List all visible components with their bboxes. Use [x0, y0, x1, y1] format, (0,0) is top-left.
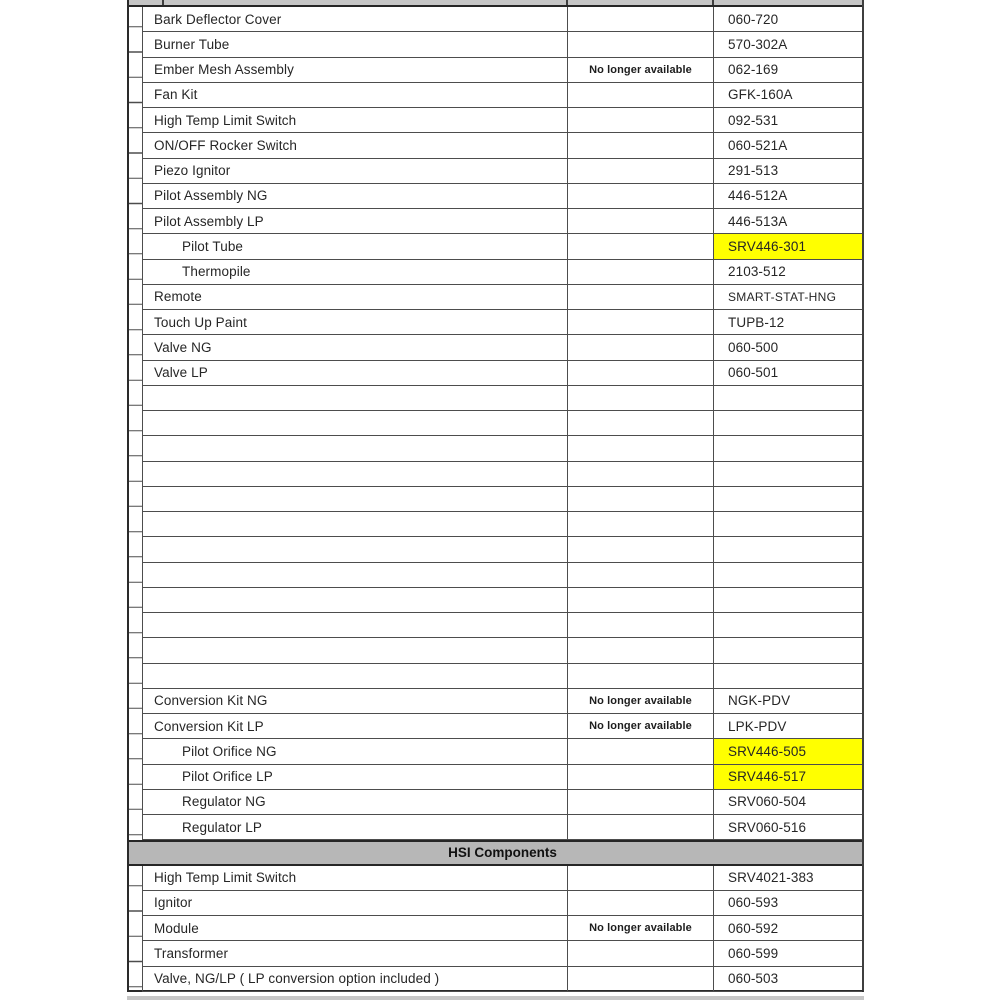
availability-cell [568, 335, 714, 360]
part-name: Pilot Orifice NG [182, 743, 277, 759]
row-index-cell [129, 613, 143, 638]
part-name-cell [143, 58, 568, 83]
part-number-cell [714, 335, 862, 360]
availability-cell [568, 209, 714, 234]
table-row [129, 361, 862, 386]
table-top-partial-band [129, 0, 862, 7]
row-index-cell [129, 159, 143, 184]
row-index-cell [129, 714, 143, 739]
part-name: Pilot Tube [182, 238, 244, 254]
table-row [129, 916, 862, 941]
part-name-cell [143, 714, 568, 739]
availability-note: No longer available [589, 63, 692, 76]
part-number: 060-592 [728, 920, 779, 936]
availability-cell [568, 83, 714, 108]
row-index-cell [129, 184, 143, 209]
row-index-cell [129, 664, 143, 689]
row-index-cell [129, 310, 143, 335]
table-row [129, 563, 862, 588]
part-name: Ignitor [154, 895, 193, 911]
row-index-cell [129, 386, 143, 411]
part-number: 062-169 [728, 62, 779, 78]
availability-cell [568, 613, 714, 638]
part-name-cell [143, 638, 568, 663]
part-name-cell [143, 967, 568, 992]
part-number: SRV060-516 [728, 819, 807, 835]
row-index-cell [129, 32, 143, 57]
part-name: Thermopile [182, 264, 251, 280]
availability-cell [568, 184, 714, 209]
part-name: Pilot Orifice LP [182, 769, 273, 785]
table-row [129, 7, 862, 32]
table-row [129, 133, 862, 158]
part-number-cell [714, 285, 862, 310]
availability-cell [568, 638, 714, 663]
table-bottom-partial-band [127, 996, 864, 1000]
row-index-cell [129, 83, 143, 108]
part-name: Module [154, 920, 199, 936]
part-name-cell [143, 260, 568, 285]
table-row [129, 58, 862, 83]
row-index-cell [129, 335, 143, 360]
table-row [129, 234, 862, 259]
table-row [129, 613, 862, 638]
part-name-cell [143, 891, 568, 916]
table-row [129, 739, 862, 764]
table-row [129, 411, 862, 436]
column-separator-line [566, 0, 568, 5]
part-number-cell [714, 941, 862, 966]
part-number-cell [714, 866, 862, 891]
row-index-cell [129, 588, 143, 613]
availability-cell [568, 159, 714, 184]
part-number-cell [714, 487, 862, 512]
row-index-cell [129, 361, 143, 386]
part-number-cell [714, 209, 862, 234]
table-row [129, 866, 862, 891]
part-name: Conversion Kit LP [154, 718, 264, 734]
row-index-cell [129, 234, 143, 259]
availability-cell [568, 866, 714, 891]
part-name-cell [143, 790, 568, 815]
table-row [129, 664, 862, 689]
availability-cell [568, 765, 714, 790]
part-number-cell [714, 234, 862, 259]
availability-cell [568, 512, 714, 537]
part-number-cell [714, 588, 862, 613]
availability-cell [568, 462, 714, 487]
part-number-cell [714, 58, 862, 83]
part-number: SRV4021-383 [728, 870, 814, 886]
row-index-cell [129, 967, 143, 992]
part-number-cell [714, 32, 862, 57]
part-number: SRV446-301 [728, 238, 807, 254]
part-number: 2103-512 [728, 264, 786, 280]
availability-cell [568, 133, 714, 158]
part-name-cell [143, 941, 568, 966]
row-index-cell [129, 436, 143, 461]
part-name-cell [143, 159, 568, 184]
availability-cell [568, 941, 714, 966]
part-number: 446-513A [728, 213, 788, 229]
part-number-cell [714, 714, 862, 739]
part-name-cell [143, 664, 568, 689]
part-name-cell [143, 739, 568, 764]
part-name: Valve, NG/LP ( LP conversion option included ) [154, 971, 440, 987]
part-name-cell [143, 83, 568, 108]
part-number-cell [714, 512, 862, 537]
part-name-cell [143, 234, 568, 259]
part-number-cell [714, 184, 862, 209]
part-name-cell [143, 411, 568, 436]
part-name-cell [143, 108, 568, 133]
part-number: SRV446-517 [728, 769, 807, 785]
table-row [129, 285, 862, 310]
part-number-cell [714, 664, 862, 689]
part-number-cell [714, 765, 862, 790]
section-header-label: HSI Components [448, 845, 557, 861]
table-row [129, 714, 862, 739]
availability-cell [568, 234, 714, 259]
part-number: 446-512A [728, 188, 788, 204]
part-number: NGK-PDV [728, 693, 791, 709]
table-row [129, 689, 862, 714]
table-row [129, 310, 862, 335]
part-name: Pilot Assembly LP [154, 213, 264, 229]
part-number: 060-599 [728, 945, 779, 961]
part-name-cell [143, 689, 568, 714]
part-name-cell [143, 916, 568, 941]
row-index-cell [129, 765, 143, 790]
part-name-cell [143, 184, 568, 209]
availability-cell [568, 32, 714, 57]
table-row [129, 790, 862, 815]
availability-cell [568, 537, 714, 562]
part-number: 060-593 [728, 895, 779, 911]
part-name-cell [143, 815, 568, 840]
table-row [129, 765, 862, 790]
availability-cell [568, 739, 714, 764]
part-number-cell [714, 815, 862, 840]
part-name-cell [143, 537, 568, 562]
part-name: Pilot Assembly NG [154, 188, 268, 204]
part-number-cell [714, 108, 862, 133]
row-index-cell [129, 689, 143, 714]
availability-note: No longer available [589, 694, 692, 707]
part-number-cell [714, 260, 862, 285]
row-index-cell [129, 285, 143, 310]
part-number: 092-531 [728, 112, 779, 128]
row-index-cell [129, 638, 143, 663]
table-row [129, 32, 862, 57]
availability-cell [568, 487, 714, 512]
section-header-row [129, 840, 862, 865]
part-name-cell [143, 7, 568, 32]
part-name: Regulator NG [182, 794, 266, 810]
row-index-cell [129, 739, 143, 764]
row-index-cell [129, 537, 143, 562]
table-row [129, 184, 862, 209]
availability-note: No longer available [589, 922, 692, 935]
row-index-cell [129, 790, 143, 815]
table-row [129, 462, 862, 487]
part-number: SMART-STAT-HNG [728, 289, 837, 304]
part-name-cell [143, 866, 568, 891]
part-name-cell [143, 285, 568, 310]
availability-cell [568, 563, 714, 588]
part-name-cell [143, 32, 568, 57]
availability-cell [568, 664, 714, 689]
availability-cell [568, 436, 714, 461]
part-name-cell [143, 386, 568, 411]
part-name: Bark Deflector Cover [154, 11, 282, 27]
part-number-cell [714, 739, 862, 764]
part-name: Piezo Ignitor [154, 163, 231, 179]
table-row [129, 891, 862, 916]
row-index-cell [129, 941, 143, 966]
part-number: TUPB-12 [728, 314, 785, 330]
availability-cell [568, 588, 714, 613]
part-name: High Temp Limit Switch [154, 870, 297, 886]
part-name: Remote [154, 289, 202, 305]
availability-cell [568, 285, 714, 310]
row-index-cell [129, 891, 143, 916]
row-index-cell [129, 7, 143, 32]
parts-table [127, 0, 864, 992]
availability-cell [568, 790, 714, 815]
table-row [129, 588, 862, 613]
part-number-cell [714, 891, 862, 916]
part-number: GFK-160A [728, 87, 793, 103]
availability-cell [568, 916, 714, 941]
part-name-cell [143, 335, 568, 360]
availability-note: No longer available [589, 720, 692, 733]
part-number-cell [714, 563, 862, 588]
table-row [129, 537, 862, 562]
availability-cell [568, 260, 714, 285]
availability-cell [568, 386, 714, 411]
part-name-cell [143, 765, 568, 790]
part-name: Valve LP [154, 365, 208, 381]
availability-cell [568, 689, 714, 714]
row-index-cell [129, 108, 143, 133]
availability-cell [568, 58, 714, 83]
table-row [129, 512, 862, 537]
part-name-cell [143, 462, 568, 487]
part-name-cell [143, 512, 568, 537]
column-separator-line [712, 0, 714, 5]
availability-cell [568, 361, 714, 386]
part-name: High Temp Limit Switch [154, 112, 297, 128]
part-number-cell [714, 916, 862, 941]
row-index-cell [129, 58, 143, 83]
row-index-cell [129, 260, 143, 285]
part-number-cell [714, 386, 862, 411]
column-separator-line [162, 0, 164, 5]
row-index-cell [129, 916, 143, 941]
availability-cell [568, 815, 714, 840]
table-row [129, 941, 862, 966]
availability-cell [568, 891, 714, 916]
part-name-cell [143, 361, 568, 386]
table-row [129, 209, 862, 234]
availability-cell [568, 967, 714, 992]
part-name: Fan Kit [154, 87, 198, 103]
row-index-cell [129, 133, 143, 158]
part-number: 570-302A [728, 36, 788, 52]
part-number-cell [714, 790, 862, 815]
part-name-cell [143, 133, 568, 158]
part-number-cell [714, 83, 862, 108]
part-number-cell [714, 689, 862, 714]
part-name: Burner Tube [154, 36, 230, 52]
part-number: SRV060-504 [728, 794, 807, 810]
table-row [129, 83, 862, 108]
row-index-cell [129, 209, 143, 234]
part-number-cell [714, 411, 862, 436]
part-name: Conversion Kit NG [154, 693, 268, 709]
part-number: 060-501 [728, 365, 779, 381]
part-name-cell [143, 563, 568, 588]
table-row [129, 967, 862, 992]
row-index-cell [129, 866, 143, 891]
table-row [129, 260, 862, 285]
part-number-cell [714, 462, 862, 487]
part-number-cell [714, 7, 862, 32]
part-name-cell [143, 588, 568, 613]
part-number-cell [714, 638, 862, 663]
row-index-cell [129, 512, 143, 537]
part-name: Regulator LP [182, 819, 262, 835]
table-row [129, 815, 862, 840]
part-name-cell [143, 209, 568, 234]
part-name: Touch Up Paint [154, 314, 247, 330]
table-row [129, 487, 862, 512]
part-number-cell [714, 361, 862, 386]
part-number: 060-503 [728, 971, 779, 987]
part-name: Valve NG [154, 339, 212, 355]
row-index-cell [129, 411, 143, 436]
part-name: Transformer [154, 945, 229, 961]
part-name: Ember Mesh Assembly [154, 62, 294, 78]
part-name-cell [143, 613, 568, 638]
part-name-cell [143, 310, 568, 335]
part-number: 291-513 [728, 163, 779, 179]
part-number-cell [714, 967, 862, 992]
part-number: 060-521A [728, 137, 788, 153]
part-number: LPK-PDV [728, 718, 787, 734]
part-number-cell [714, 133, 862, 158]
table-row [129, 638, 862, 663]
part-number-cell [714, 436, 862, 461]
part-name-cell [143, 436, 568, 461]
table-row [129, 159, 862, 184]
availability-cell [568, 7, 714, 32]
part-number-cell [714, 159, 862, 184]
part-number: 060-720 [728, 11, 779, 27]
part-name: ON/OFF Rocker Switch [154, 137, 298, 153]
part-number: SRV446-505 [728, 743, 807, 759]
table-row [129, 386, 862, 411]
part-number-cell [714, 310, 862, 335]
availability-cell [568, 108, 714, 133]
part-number: 060-500 [728, 339, 779, 355]
availability-cell [568, 411, 714, 436]
part-name-cell [143, 487, 568, 512]
row-index-cell [129, 815, 143, 840]
table-row [129, 436, 862, 461]
row-index-cell [129, 563, 143, 588]
table-row [129, 335, 862, 360]
availability-cell [568, 714, 714, 739]
row-index-cell [129, 462, 143, 487]
row-index-cell [129, 487, 143, 512]
availability-cell [568, 310, 714, 335]
part-number-cell [714, 613, 862, 638]
part-number-cell [714, 537, 862, 562]
table-row [129, 108, 862, 133]
